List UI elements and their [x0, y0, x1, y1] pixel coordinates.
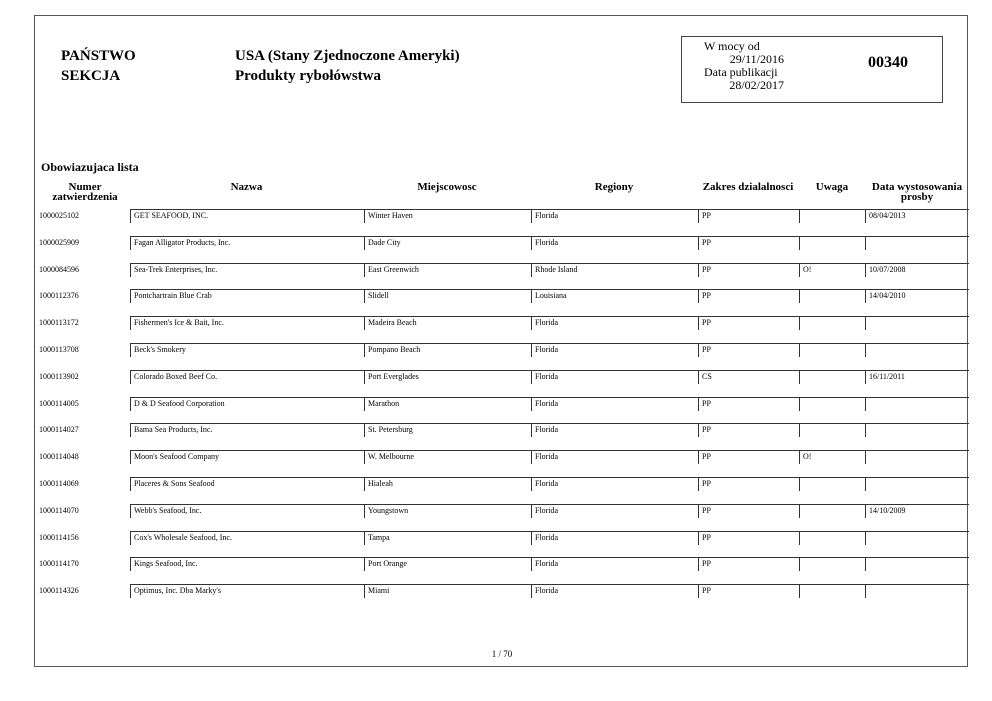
cell-city: Youngstown: [364, 505, 530, 518]
cell-region: Florida: [531, 371, 697, 384]
table-row: [35, 289, 969, 315]
cell-name: Placeres & Sons Seafood: [130, 478, 363, 491]
col-header-request-line1: Data wystosowania: [871, 181, 963, 193]
cell-city: Dade City: [364, 237, 530, 250]
cell-scope: PP: [698, 290, 798, 303]
cell-request-date: 14/10/2009: [865, 505, 965, 518]
col-header-city: Miejscowosc: [417, 181, 477, 193]
cell-note: [799, 210, 865, 223]
cell-city: Port Orange: [364, 558, 530, 571]
cell-note: [799, 398, 865, 411]
cell-name: Cox's Wholesale Seafood, Inc.: [130, 532, 363, 545]
cell-name: Pontchartrain Blue Crab: [130, 290, 363, 303]
cell-region: Florida: [531, 210, 697, 223]
cell-number: 1000114326: [39, 586, 79, 596]
table-row: [35, 477, 969, 503]
cell-region: Florida: [531, 532, 697, 545]
cell-region: Florida: [531, 451, 697, 464]
col-header-scope: Zakres dzialalnosci: [702, 181, 794, 193]
cell-number: 1000114048: [39, 452, 79, 462]
cell-city: Pompano Beach: [364, 344, 530, 357]
cell-number: 1000025102: [39, 211, 79, 220]
cell-city: W. Melbourne: [364, 451, 530, 464]
col-header-request-line2: prosby: [900, 191, 934, 203]
cell-request-date: 14/04/2010: [865, 290, 965, 303]
cell-number: 1000084596: [39, 264, 79, 274]
cell-number: 1000114170: [39, 559, 79, 569]
cell-number: 1000113902: [39, 371, 79, 381]
cell-number: 1000114027: [39, 425, 79, 435]
cell-note: [799, 532, 865, 545]
cell-region: Florida: [531, 585, 697, 598]
validity-box: [681, 36, 943, 103]
cell-scope: PP: [698, 558, 798, 571]
cell-number: 1000113708: [39, 345, 79, 354]
table-row: [35, 557, 969, 583]
col-header-number: [35, 182, 135, 202]
cell-request-date: [865, 237, 965, 250]
cell-number: 1000114069: [39, 479, 79, 488]
cell-scope: PP: [698, 264, 798, 277]
cell-name: GET SEAFOOD, INC.: [130, 210, 363, 223]
table-row: [35, 370, 969, 396]
cell-scope: CS: [698, 371, 798, 384]
cell-note: [799, 344, 865, 357]
cell-number: 1000114070: [39, 505, 79, 515]
cell-name: Moon's Seafood Company: [130, 451, 363, 464]
col-header-number-line2: zatwierdzenia: [52, 191, 118, 203]
cell-number: 1000112376: [39, 291, 79, 301]
table-row: [35, 263, 969, 289]
cell-request-date: [865, 424, 965, 437]
cell-city: East Greenwich: [364, 264, 530, 277]
cell-scope: PP: [698, 398, 798, 411]
cell-city: Tampa: [364, 532, 530, 545]
effective-label: W mocy od: [704, 39, 760, 53]
list-title: Obowiazujaca lista: [41, 160, 139, 174]
cell-note: [799, 290, 865, 303]
cell-name: Sea-Trek Enterprises, Inc.: [130, 264, 363, 277]
page-total: 70: [503, 649, 513, 659]
table-row: [35, 450, 969, 476]
cell-scope: PP: [698, 344, 798, 357]
cell-region: Florida: [531, 478, 697, 491]
cell-name: Fagan Alligator Products, Inc.: [130, 237, 363, 250]
cell-scope: PP: [698, 451, 798, 464]
cell-note: O!: [799, 451, 865, 464]
cell-name: Bama Sea Products, Inc.: [130, 424, 363, 437]
cell-note: [799, 505, 865, 518]
cell-region: Florida: [531, 237, 697, 250]
publication-date: 28/02/2017: [729, 78, 784, 92]
cell-city: Port Everglades: [364, 371, 530, 384]
cell-request-date: 16/11/2011: [865, 371, 965, 384]
cell-note: [799, 585, 865, 598]
cell-region: Louisiana: [531, 290, 697, 303]
table-row: [35, 209, 969, 235]
cell-request-date: [865, 558, 965, 571]
cell-note: [799, 424, 865, 437]
cell-request-date: 10/07/2008: [865, 264, 965, 277]
cell-region: Florida: [531, 344, 697, 357]
effective-date: 29/11/2016: [729, 52, 784, 66]
table-row: [35, 236, 969, 262]
page-footer: [35, 649, 969, 659]
cell-city: Winter Haven: [364, 210, 530, 223]
col-header-name: Nazwa: [230, 181, 263, 193]
cell-city: Madeira Beach: [364, 317, 530, 330]
country-value: USA (Stany Zjednoczone Ameryki): [235, 48, 460, 64]
table-row: [35, 504, 969, 530]
table-row: [35, 584, 969, 610]
cell-note: [799, 558, 865, 571]
col-header-request-date: [865, 182, 969, 202]
cell-scope: PP: [698, 532, 798, 545]
cell-scope: PP: [698, 585, 798, 598]
country-label: PAŃSTWO: [61, 48, 136, 64]
table-row: [35, 397, 969, 423]
cell-city: Hialeah: [364, 478, 530, 491]
cell-city: St. Petersburg: [364, 424, 530, 437]
col-header-number-line1: Numer: [68, 181, 102, 193]
cell-number: 1000113172: [39, 318, 79, 328]
cell-scope: PP: [698, 505, 798, 518]
cell-request-date: [865, 532, 965, 545]
cell-region: Florida: [531, 317, 697, 330]
cell-number: 1000114005: [39, 398, 79, 408]
cell-scope: PP: [698, 424, 798, 437]
cell-request-date: [865, 317, 965, 330]
section-label: SEKCJA: [61, 68, 121, 84]
cell-scope: PP: [698, 210, 798, 223]
cell-region: Rhode Island: [531, 264, 697, 277]
cell-number: 1000025909: [39, 237, 79, 247]
col-header-note: Uwaga: [815, 181, 849, 193]
cell-region: Florida: [531, 505, 697, 518]
cell-note: [799, 371, 865, 384]
cell-city: Miami: [364, 585, 530, 598]
cell-region: Florida: [531, 398, 697, 411]
cell-request-date: [865, 398, 965, 411]
section-value: Produkty rybołówstwa: [235, 68, 381, 84]
cell-name: Kings Seafood, Inc.: [130, 558, 363, 571]
cell-note: [799, 478, 865, 491]
cell-name: Colorado Boxed Beef Co.: [130, 371, 363, 384]
cell-scope: PP: [698, 237, 798, 250]
table-row: [35, 423, 969, 449]
table-row: [35, 531, 969, 557]
cell-name: Webb's Seafood, Inc.: [130, 505, 363, 518]
cell-request-date: [865, 585, 965, 598]
cell-note: [799, 317, 865, 330]
cell-request-date: [865, 344, 965, 357]
list-code: 00340: [868, 54, 908, 71]
cell-note: [799, 237, 865, 250]
document-page: [34, 15, 968, 667]
table-row: [35, 316, 969, 342]
publication-label: Data publikacji: [704, 65, 778, 79]
cell-scope: PP: [698, 478, 798, 491]
cell-region: Florida: [531, 424, 697, 437]
page-number: 1 /: [491, 649, 501, 659]
cell-scope: PP: [698, 317, 798, 330]
cell-name: D & D Seafood Corporation: [130, 398, 363, 411]
cell-request-date: [865, 478, 965, 491]
cell-name: Fishermen's Ice & Bait, Inc.: [130, 317, 363, 330]
cell-number: 1000114156: [39, 532, 79, 542]
cell-request-date: 08/04/2013: [865, 210, 965, 223]
cell-name: Beck's Smokery: [130, 344, 363, 357]
cell-note: O!: [799, 264, 865, 277]
cell-request-date: [865, 451, 965, 464]
col-header-region: Regiony: [594, 181, 634, 193]
cell-region: Florida: [531, 558, 697, 571]
table-row: [35, 343, 969, 369]
cell-city: Slidell: [364, 290, 530, 303]
cell-name: Optimus, Inc. Dba Marky's: [130, 585, 363, 598]
cell-city: Marathon: [364, 398, 530, 411]
